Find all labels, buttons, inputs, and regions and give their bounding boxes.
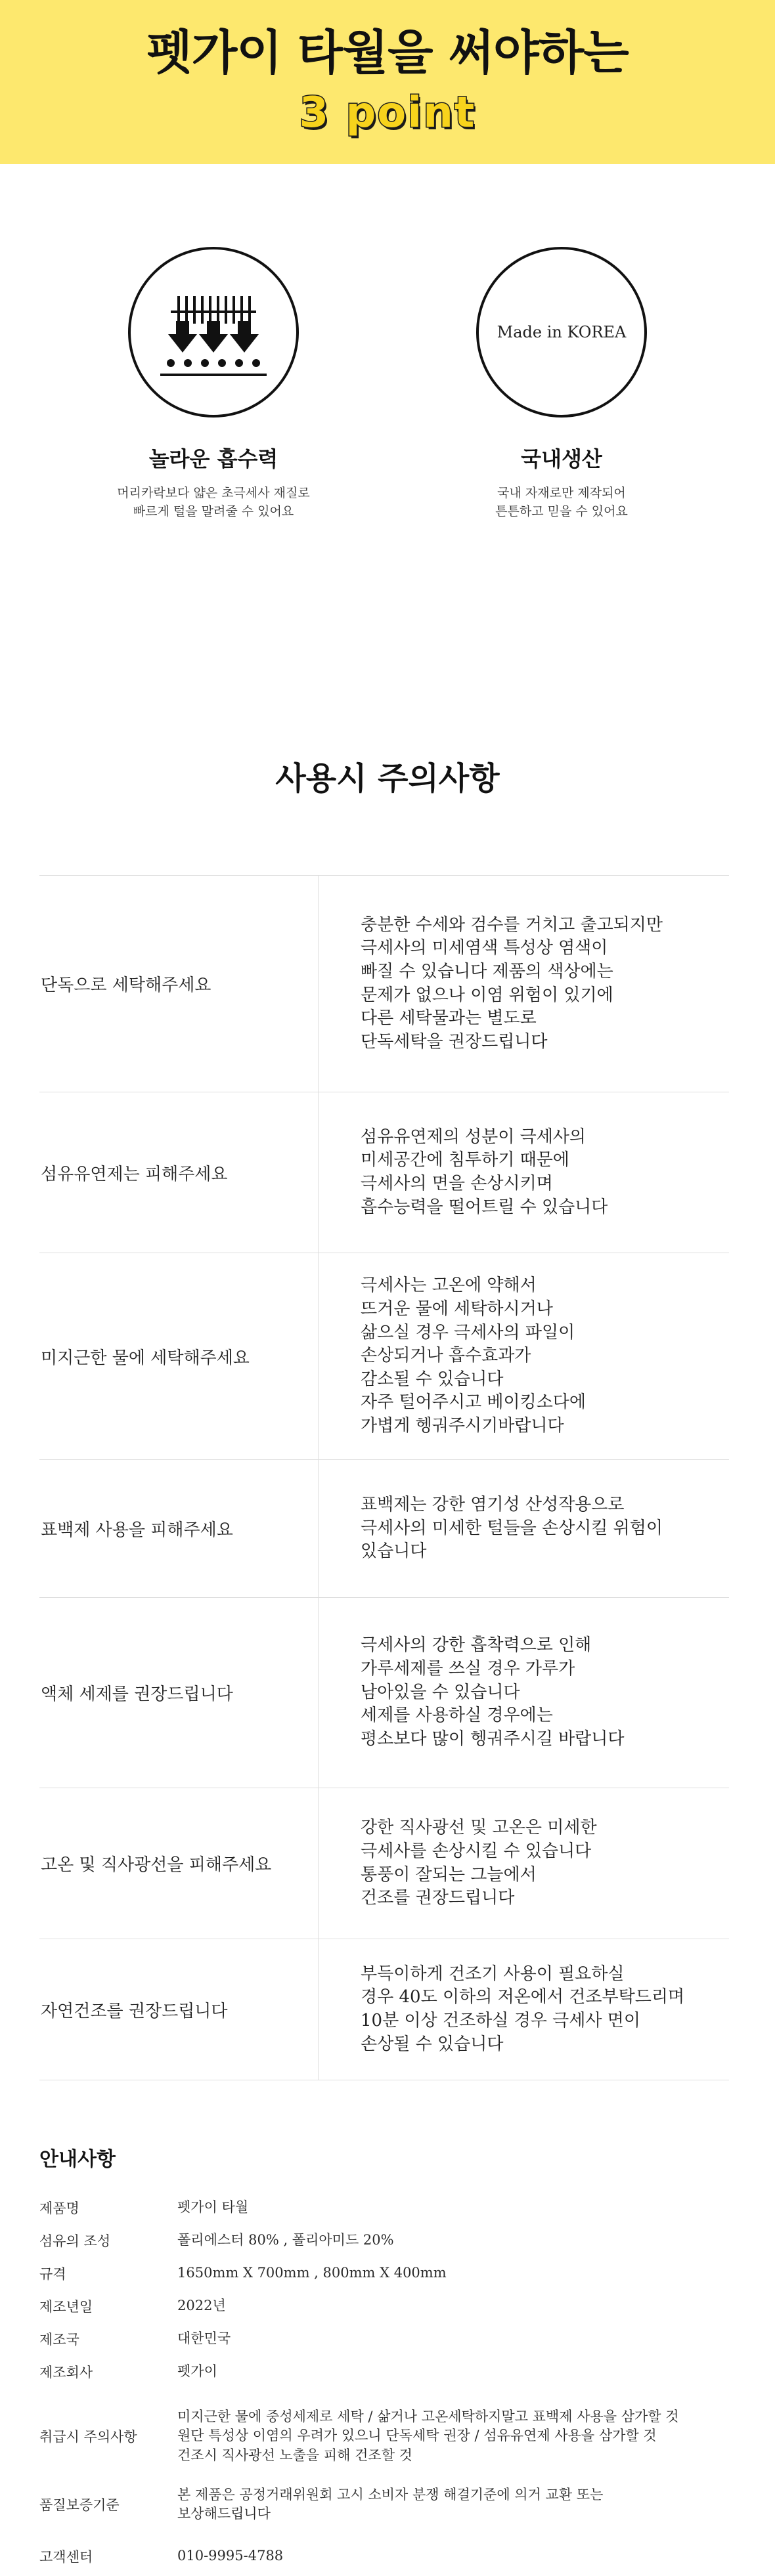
caution-table — [39, 875, 729, 2080]
feature-absorption — [115, 247, 312, 676]
feature-description: 국내 자재로만 제작되어 튼튼하고 믿을 수 있어요 — [495, 486, 628, 519]
made-in-korea-text: Made in KOREA — [497, 323, 627, 341]
caution-text: 극세사는 고온에 약해서 뜨거운 물에 세탁하시거나 삶으실 경우 극세사의 파일이 손상되거나 흡수효과가 감소될 수 있습니다 자주 털어주시고 베이킹소다에 가볍게 헹궈주시기바랍니다 — [361, 1276, 587, 1436]
info-row — [39, 2329, 775, 2362]
info-row — [39, 2198, 775, 2231]
info-label: 규격 — [39, 2266, 66, 2282]
info-title: 안내사항 — [39, 2148, 116, 2171]
absorption-arrows-icon — [151, 283, 276, 381]
info-label: 품질보증기준 — [39, 2497, 120, 2513]
info-label: 제조년일 — [39, 2299, 93, 2315]
caution-label: 자연건조를 권장드립니다 — [39, 1939, 319, 2080]
info-label: 고객센터 — [39, 2549, 93, 2565]
info-label: 제품명 — [39, 2200, 79, 2216]
info-row — [39, 2537, 775, 2576]
caution-title: 사용시 주의사항 — [275, 760, 500, 797]
info-value: 펫가이 타월 — [177, 2199, 249, 2215]
table-row — [39, 876, 729, 1092]
table-row — [39, 1788, 729, 1939]
hero-banner — [0, 0, 775, 164]
caution-label: 고온 및 직사광선을 피해주세요 — [39, 1788, 319, 1939]
info-label: 섬유의 조성 — [39, 2233, 111, 2249]
caution-text: 섬유유연제의 성분이 극세사의 미세공간에 침투하기 때문에 극세사의 면을 손상시키며 흡수능력을 떨어트릴 수 있습니다 — [361, 1127, 608, 1217]
caution-label: 미지근한 물에 세탁해주세요 — [39, 1253, 319, 1459]
table-row — [39, 1092, 729, 1253]
feature-title: 국내생산 — [521, 446, 602, 471]
caution-label: 표백제 사용을 피해주세요 — [39, 1460, 319, 1597]
info-value: 대한민국 — [177, 2330, 231, 2346]
caution-label: 단독으로 세탁해주세요 — [39, 876, 319, 1092]
table-row — [39, 1939, 729, 2080]
info-row — [39, 2362, 775, 2400]
made-in-korea-badge — [476, 247, 647, 418]
info-value: 펫가이 — [177, 2363, 217, 2379]
table-row — [39, 1460, 729, 1598]
info-value: 본 제품은 공정거래위원회 고시 소비자 분쟁 해결기준에 의거 교환 또는 보상해드립니다 — [177, 2486, 604, 2522]
table-row — [39, 1253, 729, 1460]
feature-title: 놀라운 흡수력 — [148, 446, 278, 471]
feature-description: 머리카락보다 얇은 초극세사 재질로 빠르게 털을 말려줄 수 있어요 — [117, 486, 310, 519]
caution-section — [0, 676, 775, 2080]
table-row — [39, 1598, 729, 1788]
info-value: 미지근한 물에 중성세제로 세탁 / 삶거나 고온세탁하지말고 표백제 사용을 삼가할 것 원단 특성상 이염의 우려가 있으니 단독세탁 권장 / 섬유유연제 사용을 삼가할 것 건조시 직사광선 노출을 피해 건조할 것 — [177, 2408, 679, 2463]
caution-text: 강한 직사광선 및 고온은 미세한 극세사를 손상시킬 수 있습니다 통풍이 잘되는 그늘에서 건조를 권장드립니다 — [361, 1818, 597, 1908]
caution-text: 부득이하게 건조기 사용이 필요하실 경우 40도 이하의 저온에서 건조부탁드리며 10분 이상 건조하실 경우 극세사 면이 손상될 수 있습니다 — [361, 1964, 685, 2054]
caution-label: 액체 세제를 권장드립니다 — [39, 1598, 319, 1788]
info-label: 제조국 — [39, 2332, 79, 2348]
info-row — [39, 2400, 775, 2472]
feature-section — [0, 164, 775, 676]
info-row — [39, 2472, 775, 2537]
caution-text: 표백제는 강한 염기성 산성작용으로 극세사의 미세한 털들을 손상시킬 위험이 있습니다 — [361, 1495, 663, 1562]
info-row — [39, 2264, 775, 2296]
hero-subtitle: 3 point — [299, 88, 476, 137]
info-row — [39, 2296, 775, 2329]
feature-made-in-korea — [463, 247, 660, 676]
info-label: 취급시 주의사항 — [39, 2429, 137, 2445]
info-value: 010-9995-4788 — [177, 2548, 284, 2564]
absorption-badge — [128, 247, 299, 418]
info-row — [39, 2231, 775, 2264]
info-value: 폴리에스터 80% , 폴리아미드 20% — [177, 2232, 394, 2248]
hero-title: 펫가이 타월을 써야하는 — [146, 25, 629, 81]
info-section — [0, 2080, 775, 2576]
caution-text: 충분한 수세와 검수를 거치고 출고되지만 극세사의 미세염색 특성상 염색이 빠질 수 있습니다 제품의 색상에는 문제가 없으나 이염 위험이 있기에 다른 세탁물과는 별도로 단독세탁을 권장드립니다 — [361, 914, 663, 1052]
caution-text: 극세사의 강한 흡착력으로 인해 가루세제를 쓰실 경우 가루가 남아있을 수 있습니다 세제를 사용하실 경우에는 평소보다 많이 헹궈주시길 바랍니다 — [361, 1635, 625, 1749]
info-value: 1650mm X 700mm , 800mm X 400mm — [177, 2265, 447, 2281]
info-value: 2022년 — [177, 2298, 226, 2313]
caution-label: 섬유유연제는 피해주세요 — [39, 1092, 319, 1253]
info-label: 제조회사 — [39, 2365, 93, 2380]
